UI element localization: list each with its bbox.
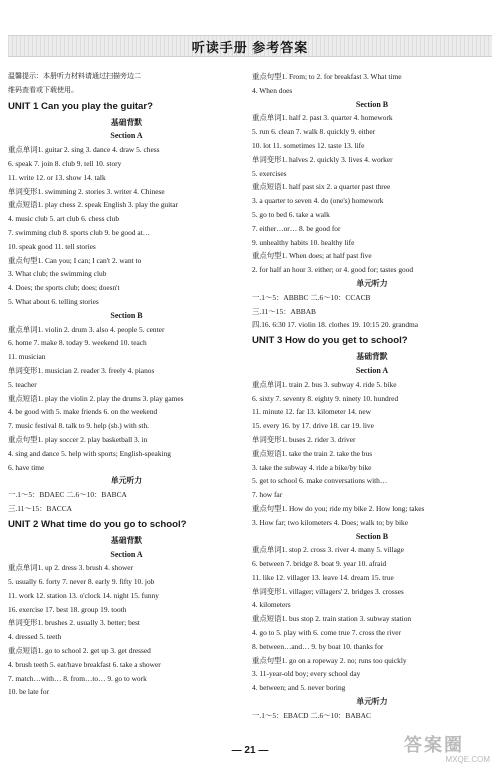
- answer-line: 重点单词1. half 2. past 3. quarter 4. homework: [252, 113, 393, 123]
- answer-line: 四.16. 6:30 17. violin 18. clothes 19. 10:15 20. grandma: [252, 320, 419, 330]
- answer-line: 重点短语1. play the violin 2. play the drums 3. play games: [8, 393, 184, 403]
- answer-line: 10. speak good 11. tell stories: [8, 241, 96, 251]
- answer-line: 一.1～5：ABBBC 二.6～10：CCACB: [252, 292, 371, 302]
- answer-line: 重点短语1. half past six 2. a quarter past three: [252, 182, 391, 192]
- section-heading: Section A: [110, 131, 143, 141]
- answer-line: 重点句型1. Can you; I can; I can't 2. want to: [8, 255, 142, 265]
- answer-line: 4. sing and dance 5. help with sports; English-speaking: [8, 448, 171, 458]
- left-column: [8, 70, 245, 699]
- subsection-heading: 基础背默: [110, 535, 143, 545]
- answer-line: 11. work 12. station 13. o'clock 14. night 15. funny: [8, 590, 159, 600]
- answer-line: 10. lot 11. sometimes 12. taste 13. life: [252, 140, 365, 150]
- answer-line: 重点短语1. take the train 2. take the bus: [252, 448, 373, 458]
- tip-text: 温馨提示：本册听力材料请通过扫描旁边二: [8, 73, 141, 80]
- answer-line: 3. a quarter to seven 4. do (one's) homework: [252, 196, 384, 206]
- answer-line: 6. home 7. make 8. today 9. weekend 10. teach: [8, 338, 147, 348]
- answer-line: 单词变形1. brushes 2. usually 3. better; best: [8, 618, 140, 628]
- unit-heading: U​NIT 3 How do you get to school?: [252, 335, 408, 347]
- answer-line: 重点单词1. train 2. bus 3. subway 4. ride 5. bike: [252, 379, 397, 389]
- section-heading: Section A: [110, 549, 143, 559]
- answer-line: 3. 11-year-old boy; every school day: [252, 669, 361, 679]
- answer-line: 4. When does: [252, 85, 293, 95]
- header-banner: [8, 35, 492, 57]
- answer-line: 6. speak 7. join 8. club 9. tell 10. story: [8, 158, 122, 168]
- answer-line: 3. How far; two kilometers 4. Does; walk to; by bike: [252, 517, 408, 527]
- answer-line: 单词变形1. swimming 2. stories 3. writer 4. Chinese: [8, 186, 165, 196]
- subsection-heading: 单元听力: [356, 697, 388, 707]
- answer-line: 一.1～5：EBACD 二.6～10：BABAC: [252, 710, 371, 720]
- answer-line: 4. music club 5. art club 6. chess club: [8, 214, 120, 224]
- unit-heading: U​NIT 1 Can you play the guitar?: [8, 100, 153, 112]
- answer-line: 单词变形1. villager; villagers' 2. bridges 3. crosses: [252, 586, 404, 596]
- answer-line: 7. match…with… 8. from…to… 9. go to work: [8, 673, 147, 683]
- answer-line: 单词变形1. halves 2. quickly 3. lives 4. worker: [252, 154, 393, 164]
- answer-line: 7. either…or… 8. be good for: [252, 223, 341, 233]
- answer-line: 15. every 16. by 17. drive 18. car 19. live: [252, 421, 374, 431]
- answer-line: 6. between 7. bridge 8. boat 9. year 10. afraid: [252, 559, 387, 569]
- answer-line: 重点单词1. stop 2. cross 3. river 4. many 5. village: [252, 545, 404, 555]
- section-heading: Section B: [355, 531, 389, 541]
- answer-line: 重点短语1. play chess 2. speak English 3. play the guitar: [8, 200, 178, 210]
- subsection-heading: 基础背默: [356, 352, 388, 362]
- answer-line: 4. dressed 5. teeth: [8, 632, 62, 642]
- subsection-heading: 单元听力: [110, 476, 143, 486]
- right-column: [252, 70, 492, 723]
- answer-line: 6. have time: [8, 462, 45, 472]
- answer-line: 单词变形1. musician 2. reader 3. freely 4. pianos: [8, 365, 155, 375]
- watermark-text: 答案圈: [404, 735, 464, 755]
- answer-line: 2. for half an hour 3. either; or 4. good for; tastes good: [252, 265, 414, 275]
- answer-line: 3. What club; the swimming club: [8, 269, 107, 279]
- answer-line: 重点短语1. bus stop 2. train station 3. subway station: [252, 614, 412, 624]
- answer-line: 5. What about 6. telling stories: [8, 296, 99, 306]
- answer-line: 4. go to 5. play with 6. come true 7. cross the river: [252, 628, 402, 638]
- answer-line: 4. kilometers: [252, 600, 291, 610]
- answer-line: 4. Does; the sports club; does; doesn't: [8, 283, 120, 293]
- answer-line: 5. exercises: [252, 168, 287, 178]
- subsection-heading: 基础背默: [110, 117, 143, 127]
- answer-line: 11. like 12. villager 13. leave 14. dream 15. true: [252, 572, 394, 582]
- answer-line: 16. exercise 17. best 18. group 19. tooth: [8, 604, 127, 614]
- answer-line: 10. be late for: [8, 687, 50, 697]
- section-heading: Section B: [110, 310, 143, 320]
- answer-line: 三.11～15：ABBAB: [252, 306, 316, 316]
- answer-line: 5. usually 6. forty 7. never 8. early 9. fifty 10. job: [8, 577, 155, 587]
- section-heading: Section A: [355, 365, 389, 375]
- answer-line: 11. write 12. or 13. show 14. talk: [8, 172, 106, 182]
- answer-line: 5. teacher: [8, 379, 37, 389]
- watermark-site: MXQE.COM: [445, 755, 490, 764]
- answer-line: 5. go to bed 6. take a walk: [252, 209, 330, 219]
- section-heading: Section B: [355, 99, 389, 109]
- answer-line: 重点短语1. go to school 2. get up 3. get dressed: [8, 646, 151, 656]
- answer-line: 4. between; and 5. never boring: [252, 683, 346, 693]
- answer-line: 5. get to school 6. make conversations with…: [252, 476, 388, 486]
- answer-line: 8. between…and… 9. by boat 10. thanks for: [252, 641, 384, 651]
- page-number: — 21 —: [231, 745, 269, 756]
- page-title: 听读手册 参考答案: [191, 40, 309, 55]
- answer-line: 三.11～15：BACCA: [8, 503, 72, 513]
- answer-line: 重点单词1. violin 2. drum 3. also 4. people 5. center: [8, 324, 165, 334]
- answer-line: 4. be good with 5. make friends 6. on the weekend: [8, 407, 158, 417]
- answer-line: 重点句型1. play soccer 2. play basketball 3. in: [8, 434, 148, 444]
- answer-line: 重点单词1. guitar 2. sing 3. dance 4. draw 5. chess: [8, 145, 160, 155]
- answer-line: 重点句型1. From; to 2. for breakfast 3. What time: [252, 72, 402, 81]
- answer-line: 9. unhealthy habits 10. healthy life: [252, 237, 355, 247]
- watermark-logo: [404, 735, 494, 769]
- answer-line: 重点句型1. When does; at half past five: [252, 251, 372, 261]
- answer-line: 4. brush teeth 5. eat/have breakfast 6. take a shower: [8, 659, 161, 669]
- tip-text: 维码查看或下载使用。: [8, 86, 78, 94]
- answer-line: 重点单词1. up 2. dress 3. brush 4. shower: [8, 563, 134, 573]
- answer-line: 3. take the subway 4. ride a bike/by bike: [252, 462, 372, 472]
- answer-line: 7. music festival 8. talk to 9. help (sb.) with sth.: [8, 421, 150, 431]
- answer-line: 7. swimming club 8. sports club 9. be good at…: [8, 227, 151, 237]
- answer-line: 11. musician: [8, 352, 46, 362]
- answer-line: 一.1～5：BDAEC 二.6～10：BABCA: [8, 490, 127, 500]
- unit-heading: U​NIT 2 What time do you go to school?: [8, 518, 187, 530]
- subsection-heading: 单元听力: [356, 278, 388, 288]
- answer-line: 重点句型1. go on a ropeway 2. no; runs too quickly: [252, 655, 407, 665]
- answer-line: 11. minute 12. far 13. kilometer 14. new: [252, 407, 371, 417]
- answer-line: 6. sixty 7. seventy 8. eighty 9. ninety 10. hundred: [252, 393, 399, 403]
- answer-line: 单词变形1. buses 2. rider 3. driver: [252, 434, 356, 444]
- answer-line: 7. how far: [252, 490, 283, 500]
- answer-line: 重点句型1. How do you; ride my bike 2. How long; takes: [252, 503, 425, 513]
- answer-line: 5. run 6. clean 7. walk 8. quickly 9. either: [252, 127, 376, 137]
